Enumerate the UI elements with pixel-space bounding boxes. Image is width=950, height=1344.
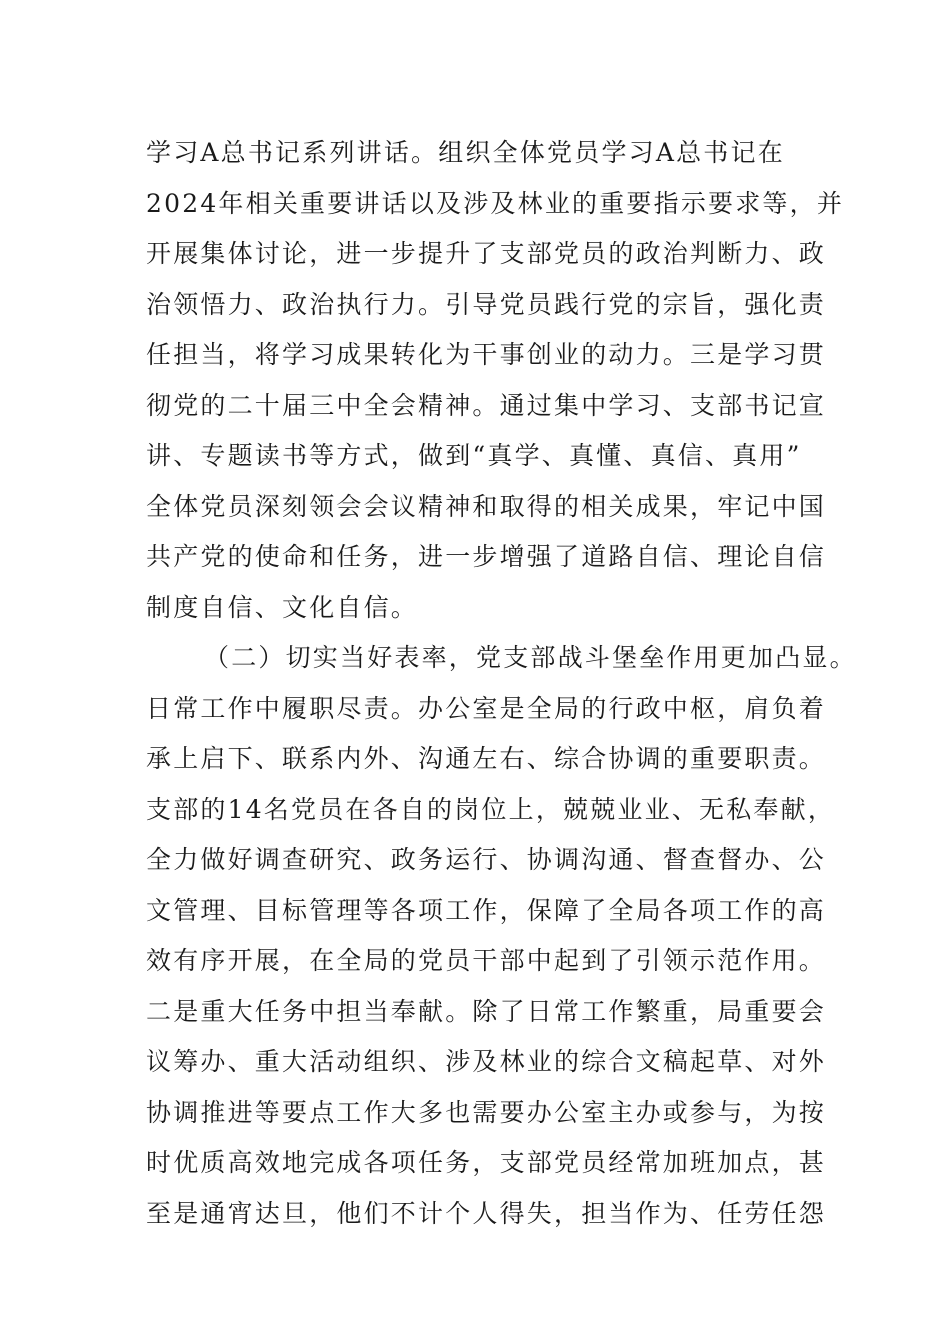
text-line: 任担当，将学习成果转化为干事创业的动力。三是学习贯 (146, 340, 827, 369)
text-line: 彻党的二十届三中全会精神。通过集中学习、支部书记宣 (146, 390, 827, 420)
text-line: 开展集体讨论，进一步提升了支部党员的政治判断力、政 (146, 239, 827, 268)
text-line: 治领悟力、政治执行力。引导党员践行党的宗旨，强化责 (146, 289, 827, 319)
text-line: 共产党的使命和任务，进一步增强了道路自信、理论自信 (146, 542, 827, 571)
text-line: 议筹办、重大活动组织、涉及林业的综合文稿起草、对外 (146, 1047, 827, 1076)
text-line: 时优质高效地完成各项任务，支部党员经常加班加点，甚 (146, 1148, 827, 1177)
text-line: 学习A总书记系列讲话。组织全体党员学习A总书记在 (146, 138, 785, 167)
text-line: 全体党员深刻领会会议精神和取得的相关成果，牢记中国 (146, 491, 827, 521)
document-body (146, 128, 857, 1239)
text-line: 全力做好调查研究、政务运行、协调沟通、督查督办、公 (146, 845, 827, 874)
text-line: 效有序开展，在全局的党员干部中起到了引领示范作用。 (146, 946, 827, 975)
text-line: 支部的14名党员在各自的岗位上，兢兢业业、无私奉献， (146, 794, 836, 824)
text-line: 制度自信、文化自信。 (146, 592, 419, 622)
text-line: 文管理、目标管理等各项工作，保障了全局各项工作的高 (146, 895, 827, 925)
text-line: 讲、专题读书等方式，做到“真学、真懂、真信、真用” (146, 441, 802, 470)
text-line: 二是重大任务中担当奉献。除了日常工作繁重，局重要会 (146, 996, 827, 1026)
section-heading: （二）切实当好表率，党支部战斗堡垒作用更加凸显。 (204, 643, 857, 672)
text-line: 协调推进等要点工作大多也需要办公室主办或参与，为按 (146, 1097, 827, 1127)
text-line: 日常工作中履职尽责。办公室是全局的行政中枢，肩负着 (146, 693, 827, 723)
text-line: 承上启下、联系内外、沟通左右、综合协调的重要职责。 (146, 744, 827, 773)
text-line: 至是通宵达旦，他们不计个人得失，担当作为、任劳任怨 (146, 1198, 827, 1228)
text-line: 2024年相关重要讲话以及涉及林业的重要指示要求等，并 (146, 188, 845, 218)
